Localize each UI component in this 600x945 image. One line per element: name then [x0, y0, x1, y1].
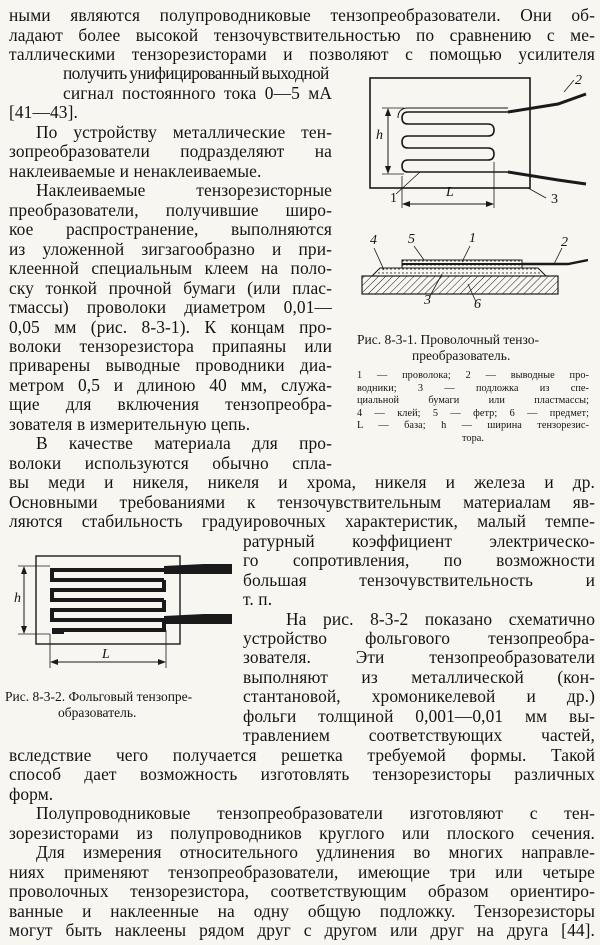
fig1-label-1a: 1	[390, 191, 397, 206]
legend-line: циальной бумаги или пластмассы;	[357, 395, 589, 407]
fig1-label-5: 5	[408, 232, 415, 247]
figure-wire-gauge-cross-section	[358, 240, 588, 312]
fig1-label-2b: 2	[561, 235, 568, 250]
text-line: зопреобразователи подразделяют на	[9, 141, 332, 162]
fig2-label-h: h	[14, 591, 21, 606]
text-line: стантановой, хромоникелевой и др.)	[243, 686, 595, 707]
legend-line: тора.	[462, 433, 485, 444]
text-line: По устройству металлические тен-	[36, 121, 332, 142]
text-line: Полупроводниковые тензопреобразователи изготовляют с тен-	[36, 803, 595, 824]
text-line: ниях применяют тензопреобразователи, имеющие три или четыре	[9, 861, 595, 882]
text-line: кое распространение, выполняются	[9, 219, 332, 240]
text-line: тмассы) проволоки диаметром 0,01—	[9, 297, 332, 317]
figure2-caption-line1: Рис. 8-3-2. Фольговый тензопре-	[5, 689, 193, 704]
fig1-label-h: h	[376, 128, 383, 143]
text-line: ладают более высокой тензочувствительностью по сравнению с ме-	[9, 24, 595, 45]
text-line: устройство фольгового тензопреобра-	[243, 628, 595, 648]
legend-line: 1 — проволока; 2 — выводные про-	[357, 370, 589, 381]
text-line: Для измерения относительного удлинения во многих направле-	[36, 842, 595, 863]
fig2-label-L: L	[102, 647, 110, 662]
text-line: т. п.	[243, 589, 273, 609]
text-line: 0,05 мм (рис. 8-3-1). К концам про-	[9, 316, 332, 337]
text-line: таллическими тензорезисторами и позволяют с помощью усилителя	[9, 43, 595, 64]
fig1-label-4: 4	[370, 233, 377, 248]
text-line: метром 0,5 и длиною 40 мм, служа-	[9, 374, 332, 395]
fig1-label-2: 2	[575, 73, 582, 88]
text-line: могут быть наклеены рядом друг с другом или друг на друга [44].	[9, 920, 595, 940]
text-line: В качестве материала для про-	[36, 433, 332, 454]
text-line: травлением соответствующих частей,	[243, 725, 595, 746]
text-line: ными являются полупроводниковые тензопреобразователи. Они об-	[9, 5, 595, 25]
fig1-label-L: L	[446, 185, 454, 200]
text-line: ску тонкой прочной бумаги (или плас-	[9, 277, 332, 298]
fig1-label-1b: 1	[469, 231, 476, 246]
text-line: зорезисторами из полупроводников круглого или плоского сечения.	[9, 822, 595, 843]
text-line: ванные и наклеенные на одну общую подложку. Тензорезисторы	[9, 900, 595, 921]
text-line: Основными требованиями к тензочувствительным материалам яв-	[9, 491, 595, 512]
text-line: ратурный коэффициент электрическо-	[243, 530, 595, 551]
figure-foil-gauge	[4, 552, 236, 674]
legend-line: L — база; h — ширина тензорезис-	[357, 420, 589, 432]
legend-line: водники; 3 — подложка из спе-	[357, 382, 589, 394]
text-line: [41—43].	[9, 102, 78, 123]
figure1-caption-line2: преобразователь.	[412, 348, 511, 363]
text-line: волоки тензорезистора припаяны или	[9, 336, 332, 356]
figure2-caption-line2: образователь.	[58, 705, 137, 720]
text-line: выполняют из металлической (кон-	[243, 666, 595, 687]
text-line: вы меди и никеля, никеля и хрома, никеля и железа и др.	[9, 472, 595, 493]
text-line: ляются стабильность градуировочных характеристик, малый темпе-	[9, 511, 595, 532]
text-line: форм.	[9, 783, 54, 804]
fig1-label-3a: 3	[551, 192, 558, 207]
text-line: зователя в измерительную цепь.	[9, 413, 251, 434]
text-line: преобразователи, получившие широ-	[9, 199, 332, 220]
text-line: из уложенной зигзагообразно и при-	[9, 238, 332, 259]
text-line: большая тензочувствительность и	[243, 569, 595, 590]
legend-line: 4 — клей; 5 — фетр; 6 — предмет;	[357, 407, 589, 419]
text-line: приварены выводные проводники диа-	[9, 355, 332, 376]
text-line: проволочных тензорезистора, соответствующим образом ориентиро-	[9, 881, 595, 902]
text-line: зователя. Эти тензопреобразователи	[243, 647, 595, 668]
text-line: Наклеиваемые тензорезисторные	[36, 180, 332, 201]
text-line: способ дает возможность изготовлять тензорезисторы различных	[9, 764, 595, 785]
text-line: наклеиваемые и ненаклеиваемые.	[9, 160, 262, 181]
text-line: щие для включения тензопреобра-	[9, 394, 332, 415]
text-line: клеенной специальным клеем на поло-	[9, 258, 332, 279]
text-line: го сопротивления, по возможности	[243, 550, 595, 571]
text-line: На рис. 8-3-2 показано схематично	[286, 608, 595, 629]
fig1-label-6: 6	[474, 297, 481, 312]
text-line: получить унифицированный выходной	[63, 63, 329, 84]
text-line: вследствие чего получается решетка требуемой формы. Такой	[9, 744, 595, 765]
text-line: сигнал постоянного тока 0—5 мА	[63, 82, 332, 103]
figure1-caption-line1: Рис. 8-3-1. Проволочный тензо-	[357, 332, 540, 347]
fig1-label-3b: 3	[424, 293, 431, 308]
text-line: волоки используются обычно спла-	[9, 452, 332, 473]
text-line: фольги толщиной 0,001—0,01 мм вы-	[243, 705, 595, 726]
